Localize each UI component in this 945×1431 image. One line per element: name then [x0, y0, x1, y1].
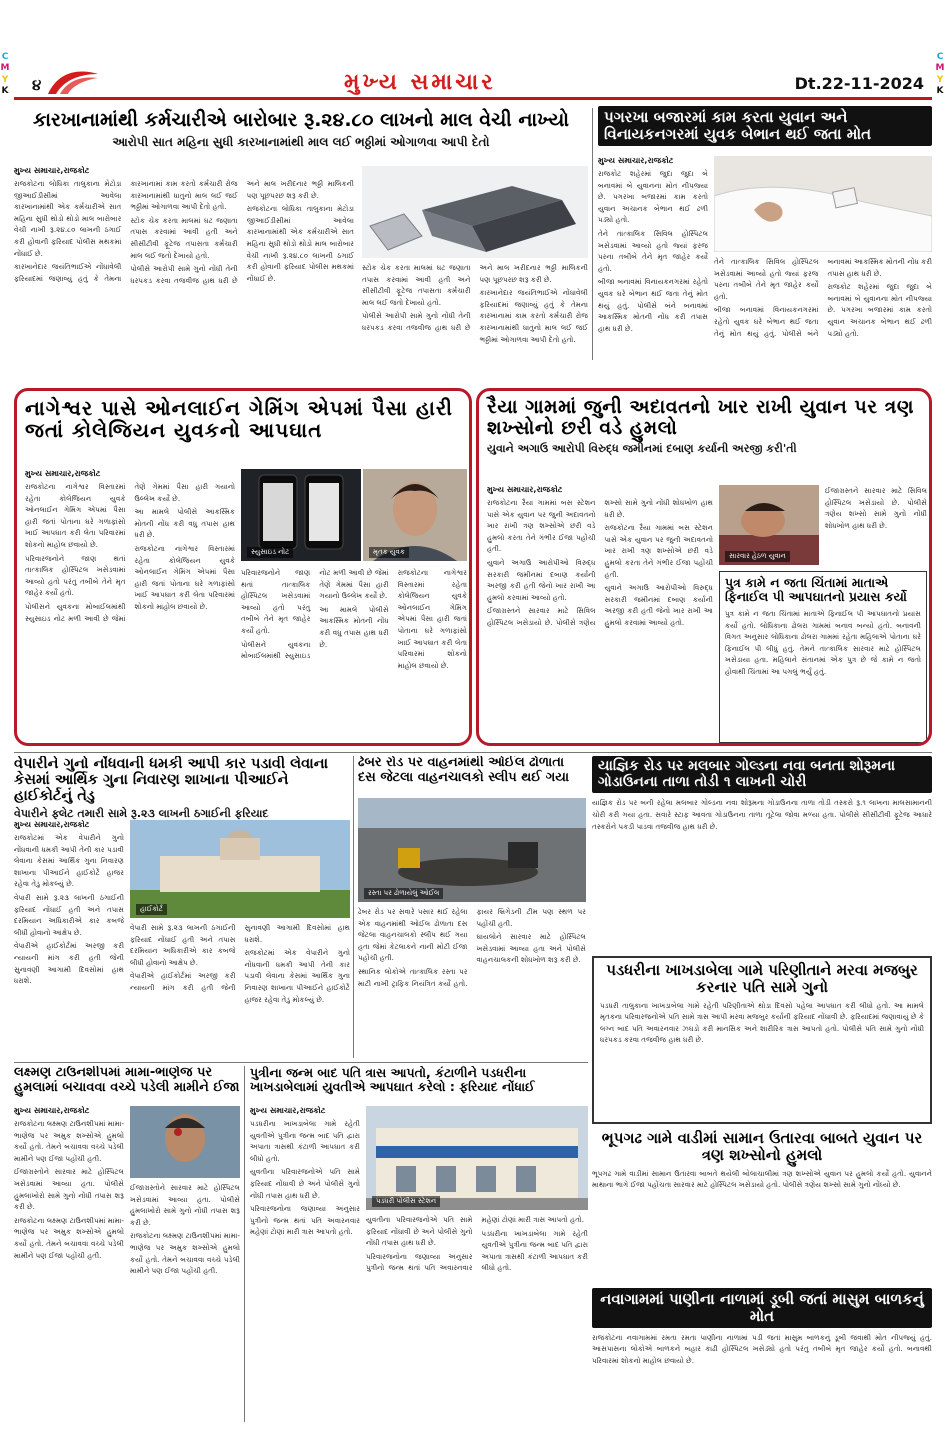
column-divider — [353, 756, 354, 1058]
article-body: રાજકોટમાં એક વેપારીને ગુનો નોંધવાની ધમકી આપી તેની કાર પડાવી લેવાના કેસમાં આર્થિક ગુના નિવારણ શાખાના પીઆઈને હાઈકોર્ટે હાજર રહેવા તેડુ મોકલ્યું છે. વેપારી સામે રૂ.૨૩ લાખની ઠગાઈની ફરિયાદ નોંધાઈ હતી અને તપાસ દરમિયાન અધિકારીએ કાર કબજે લીધી હોવાનો આક્ષેપ છે. વેપારીએ હાઈકોર્ટમાં અરજી કરી ન્યાયની માંગ કરી હતી જેની સુનાવણી આગામી દિવસોમાં હાથ ધરાશે. — [14, 833, 124, 986]
article-body: પુત્ર કામે ન જતા ચિંતામાં માતાએ ફિનાઈલ પી આપઘાતનો પ્રયાસ કર્યો હતો. લોધિકાના ઢોલરા ગામમાં બનાવ બન્યો હતો. બનાવની વિગત અનુસાર લોધિકાના ઢોલરા ગામમાં રહેતા મહિલાએ પોતાના ઘરે ફિનાઈલ પી લીધું હતું. તેમને તાત્કાલિક સારવાર માટે હોસ્પિટલ ખસેડાયા હતા. મહિલાને સંતાનમાં એક પુત્ર છે જે કામે ન જતો હોવાથી ચિંતામાં આ પગલું ભર્યું હતું. — [725, 609, 921, 676]
article-bhupgadh-attack — [592, 1130, 932, 1282]
oil-spill-road-photo — [358, 798, 586, 902]
headline-band — [592, 1288, 932, 1328]
article-khakhdabela-suicide — [250, 1066, 588, 1422]
headline[interactable]: કારખાનામાંથી કર્મચારીએ બારોબાર રૂ.૨૪.૮૦ લાખનો માલ વેચી નાખ્યો — [32, 109, 570, 131]
headline[interactable]: નાગેશ્વર પાસે ઓનલાઈન ગેમિંગ એપમાં પૈસા હારી જતાં કોલેજિયન યુવકનો આપઘાત — [25, 396, 453, 443]
headline[interactable]: પુત્ર કામે ન જતા ચિંતામાં માતાએ ફિનાઈલ પી આપઘાતનો પ્રયાસ કર્યો — [725, 575, 907, 604]
article-raiya-attack — [476, 388, 932, 746]
headline[interactable]: પડધરીના ખાખડાબેલા ગામે પરિણીતાને મરવા મજબુર કરનાર પતિ સામે ગુનો — [606, 961, 918, 996]
article-paddhari-harassment — [592, 956, 932, 1124]
article-gaming-suicide — [14, 388, 472, 746]
article-navagam-drowning — [592, 1288, 932, 1422]
newspaper-logo — [44, 68, 102, 96]
byline: મુખ્ય સમાચાર,રાજકોટ — [14, 820, 90, 829]
section-title: મુખ્ય સમાચાર — [344, 70, 496, 95]
article-body-continued: યુવતીના પરિવારજનોએ પતિ સામે ફરિયાદ નોંધાવી છે અને પોલીસે ગુનો નોંધી તપાસ હાથ ધરી છે. પરિવારજનોના જણાવ્યા અનુસાર પુત્રીનો જન્મ થતાં પતિ અવારનવાર મહેણાં ટોણાં મારી ત્રાસ આપતો હતો. પડધરીના ખાખડાબેલા ગામે રહેતી યુવતીએ પુત્રીના જન્મ બાદ પતિ દ્વારા અપાતા ત્રાસથી કંટાળી આપઘાત કરી લીધો હતો. — [366, 1215, 588, 1273]
article-lakshman-township — [14, 1066, 240, 1422]
headline[interactable]: ભૂપગઢ ગામે વાડીમાં સામાન ઉતારવા બાબતે યુવાન પર ત્રણ શખ્સોનો હુમલો — [601, 1130, 923, 1164]
article-body-continued: સ્ટોક ચેક કરતા માલમાં ઘટ જણાતા તપાસ કરવામાં આવી હતી અને સીસીટીવી ફૂટેજ તપાસતા કર્મચારી માલ લઈ જતો દેખાયો હતો. પોલીસે આરોપી સામે ગુનો નોંધી તેની ધરપકડ કરવા તજવીજ હાથ ધરી છે અને માલ ખરીદનાર ભઠ્ઠી માલિકની પણ પૂછપરછ શરૂ કરી છે. કારખાનેદાર જયંતિભાઈએ નોંધાવેલી ફરિયાદમાં જણાવ્યું હતું કે તેમના કારખાનામાં કામ કરતો કર્મચારી રોજ કારખાનામાંથી ધાતુનો માલ લઈ જઈ ભઠ્ઠીમાં ઓગાળવા આપી દેતો હતો. — [362, 263, 588, 344]
injured-youth-photo — [719, 485, 819, 565]
headline[interactable]: પગરખા બજારમાં કામ કરતા યુવાન અને વિનાયકનગરમાં યુવક બેભાન થઈ જતા મોત — [604, 108, 872, 143]
article-body: રાજકોટના લક્ષ્મણ ટાઉનશીપમાં મામા-ભાણેજ પર અમુક શખ્સોએ હુમલો કર્યો હતો. તેમને બચાવવા વચ્ચે પડેલી મામીને પણ ઈજા પહોંચી હતી. ઈજાગ્રસ્તોને સારવાર માટે હોસ્પિટલ ખસેડવામાં આવ્યા હતા. પોલીસે હુમલાખોરો સામે ગુનો નોંધી તપાસ શરૂ કરી છે. રાજકોટના લક્ષ્મણ ટાઉનશીપમાં મામા-ભાણેજ પર અમુક શખ્સોએ હુમલો કર્યો હતો. તેમને બચાવવા વચ્ચે પડેલી મામીને પણ ઈજા પહોંચી હતી. — [14, 1119, 124, 1260]
article-godown-theft — [592, 756, 932, 952]
byline: મુખ્ય સમાચાર,રાજકોટ — [25, 469, 101, 478]
body-under-sheet-photo — [714, 156, 932, 252]
article-body: રાજકોટના નાગેશ્વર વિસ્તારમાં રહેતા કોલેજિયન યુવકે ઓનલાઈન ગેમિંગ એપમાં પૈસા હારી જતાં પોતાના ઘરે ગળાફાંસો ખાઈ આપઘાત કરી લેતા પરિવારમાં શોકનો માહોલ છવાયો છે. પરિવારજનોને જાણ થતાં તાત્કાલિક હોસ્પિટલ ખસેડવામાં આવ્યો હતો પરંતુ તબીબે તેને મૃત જાહેર કર્યો હતો. પોલીસને યુવકના મોબાઈલમાંથી સ્યુસાઇડ નોટ મળી આવી છે જેમાં તેણે ગેમમાં પૈસા હારી ગયાનો ઉલ્લેખ કર્યો છે. આ મામલે પોલીસે આકસ્મિક મોતની નોંધ કરી વધુ તપાસ હાથ ધરી છે. રાજકોટના નાગેશ્વર વિસ્તારમાં રહેતા કોલેજિયન યુવકે ઓનલાઈન ગેમિંગ એપમાં પૈસા હારી જતાં પોતાના ઘરે ગળાફાંસો ખાઈ આપઘાત કરી લેતા પરિવારમાં શોકનો માહોલ છવાયો છે. — [25, 482, 235, 623]
column-divider — [244, 1066, 245, 1422]
row-divider — [14, 752, 932, 753]
injured-woman-photo — [130, 1106, 240, 1178]
headline[interactable]: લક્ષ્મણ ટાઉનશીપમાં મામા-ભાણેજ પર હુમલામાં બચાવવા વચ્ચે પડેલી મામીને ઈજા — [14, 1066, 240, 1095]
article-body: પડધરી તાલુકાના ખાખડાબેલા ગામે રહેતી પરિણીતાએ થોડા દિવસો પહેલા આપઘાત કરી લીધો હતો. આ મામલે મૃતકના પરિવારજનોએ પતિ સામે ત્રાસ આપી મરવા મજબુર કર્યાની ફરિયાદ નોંધાવી છે. ફરિયાદમાં જણાવાયું છે કે લગ્ન બાદ પતિ અવારનવાર ઝઘડો કરી માનસિક અને શારીરિક ત્રાસ આપતો હતો. પોલીસે પતિ સામે ગુનો નોંધી ધરપકડ કરવા તજવીજ હાથ ધરી છે. — [600, 1000, 924, 1045]
article-body-continued: તેને તાત્કાલિક સિવિલ હોસ્પિટલ ખસેડવામાં આવ્યો હતો જ્યાં ફરજ પરના તબીબે તેને મૃત જાહેર કર્યો હતો. બીજા બનાવમાં વિનાયકનગરમાં રહેતો યુવક ઘરે બેભાન થઈ જતા તેનું મોત થયું હતું. પોલીસે બંને બનાવમાં આકસ્મિક મોતની નોંધ કરી તપાસ હાથ ધરી છે. રાજકોટ શહેરમાં જુદા જુદા બે બનાવમાં બે યુવાનના મોત નીપજ્યા છે. પગરખા બજારમાં કામ કરતો યુવાન અચાનક બેભાન થઈ ઢળી પડ્યો હતો. — [714, 257, 932, 338]
article-body: રાજકોટના લોધિકા તાલુકાના મેટોડા જીઆઈડીસીમાં આવેલા કારખાનામાંથી એક કર્મચારીએ સાત મહિના સુધી થોડો થોડો માલ બારોબાર વેચી નાખી રૂ.૨૪.૮૦ લાખની ઠગાઈ કરી હોવાની ફરિયાદ પોલીસ મથકમાં નોંધાઈ છે. કારખાનેદાર જયંતિભાઈએ નોંધાવેલી ફરિયાદમાં જણાવ્યું હતું કે તેમના કારખાનામાં કામ કરતો કર્મચારી રોજ કારખાનામાંથી ધાતુનો માલ લઈ જઈ ભઠ્ઠીમાં ઓગાળવા આપી દેતો હતો. સ્ટોક ચેક કરતા માલમાં ઘટ જણાતા તપાસ કરવામાં આવી હતી અને સીસીટીવી ફૂટેજ તપાસતા કર્મચારી માલ લઈ જતો દેખાયો હતો. પોલીસે આરોપી સામે ગુનો નોંધી તેની ધરપકડ કરવા તજવીજ હાથ ધરી છે અને માલ ખરીદનાર ભઠ્ઠી માલિકની પણ પૂછપરછ શરૂ કરી છે. રાજકોટના લોધિકા તાલુકાના મેટોડા જીઆઈડીસીમાં આવેલા કારખાનામાંથી એક કર્મચારીએ સાત મહિના સુધી થોડો થોડો માલ બારોબાર વેચી નાખી રૂ.૨૪.૮૦ લાખની ઠગાઈ કરી હોવાની ફરિયાદ પોલીસ મથકમાં નોંધાઈ છે. — [14, 179, 354, 285]
headline[interactable]: ઢેબર રોડ પર વાહનમાંથી ઓઈલ ઢોળાતા દસ જેટલા વાહનચાલકો સ્લીપ થઈ ગયા — [358, 756, 570, 785]
article-body-continued: ઈજાગ્રસ્તોને સારવાર માટે હોસ્પિટલ ખસેડવામાં આવ્યા હતા. પોલીસે હુમલાખોરો સામે ગુનો નોંધી તપાસ શરૂ કરી છે. રાજકોટના લક્ષ્મણ ટાઉનશીપમાં મામા-ભાણેજ પર અમુક શખ્સોએ હુમલો કર્યો હતો. તેમને બચાવવા વચ્ચે પડેલી મામીને પણ ઈજા પહોંચી હતી. — [130, 1183, 240, 1276]
headline[interactable]: નવાગામમાં પાણીના નાળામાં ડૂબી જતાં માસુમ બાળકનું મોત — [600, 1290, 924, 1325]
deceased-portrait-photo — [363, 469, 467, 561]
article-body: રાજકોટના રૈયા ગામમાં બસ સ્ટેશન પાસે એક યુવાન પર જુની અદાવતનો ખાર રાખી ત્રણ શખ્સોએ છરી વડે હુમલો કરતા તેને ગંભીર ઈજા પહોંચી હતી. યુવાને અગાઉ આરોપીઓ વિરુદ્ધ સરકારી જમીનમાં દબાણ કર્યાની અરજી કરી હતી જેનો ખાર રાખી આ હુમલો કરવામાં આવ્યો હતો. ઈજાગ્રસ્તને સારવાર માટે સિવિલ હોસ્પિટલ ખસેડાયો છે. પોલીસે ત્રણેય શખ્સો સામે ગુનો નોંધી શોધખોળ હાથ ધરી છે. રાજકોટના રૈયા ગામમાં બસ સ્ટેશન પાસે એક યુવાન પર જુની અદાવતનો ખાર રાખી ત્રણ શખ્સોએ છરી વડે હુમલો કરતા તેને ગંભીર ઈજા પહોંચી હતી. યુવાને અગાઉ આરોપીઓ વિરુદ્ધ સરકારી જમીનમાં દબાણ કર્યાની અરજી કરી હતી જેનો ખાર રાખી આ હુમલો કરવામાં આવ્યો હતો. — [487, 498, 713, 627]
headline-band — [598, 106, 932, 146]
photo-caption: પડધરી પોલીસ સ્ટેશન — [372, 1196, 440, 1207]
photo-caption: મૃતક યુવક — [369, 547, 409, 558]
article-body: ભૂપગઢ ગામે વાડીમાં સામાન ઉતારવા બાબતે થયેલી બોલાચાલીમાં ત્રણ શખ્સોએ યુવાન પર હુમલો કર્યો હતો. યુવાનને માથાના ભાગે ઈજા પહોંચતા સારવાર માટે હોસ્પિટલ ખસેડાયો હતો. પોલીસે ત્રણેય શખ્સો સામે ગુનો નોંધ્યો છે. — [592, 1168, 932, 1190]
photo-caption: રસ્તા પર ઢોળાયેલું ઓઈલ — [364, 888, 443, 899]
article-body: રાજકોટના નવાગામમાં રમતા રમતા પાણીના નાળામાં પડી જતાં માસુમ બાળકનું ડૂબી જવાથી મોત નીપજ્યું હતું. આસપાસના લોકોએ બાળકને બહાર કાઢી હોસ્પિટલ ખસેડ્યો હતો પરંતુ તબીબે મૃત જાહેર કર્યો હતો. બનાવથી પરિવારમાં શોકનો માહોલ છવાયો છે. — [592, 1332, 932, 1365]
byline: મુખ્ય સમાચાર,રાજકોટ — [14, 1106, 90, 1115]
photo-caption: સારવાર હેઠળ યુવાન — [725, 551, 790, 562]
metal-ingots-photo — [362, 166, 588, 258]
headline[interactable]: રૈયા ગામમાં જુની અદાવતનો ખાર રાખી યુવાન પર ત્રણ શખ્સોનો છરી વડે હુમલો — [487, 396, 914, 440]
article-body-side: ઈજાગ્રસ્તને સારવાર માટે સિવિલ હોસ્પિટલ ખસેડાયો છે. પોલીસે ત્રણેય શખ્સો સામે ગુનો નોંધી શોધખોળ હાથ ધરી છે. — [825, 486, 927, 530]
photo-caption: હાઈકોર્ટ — [136, 904, 167, 915]
article-body: રાજકોટ શહેરમાં જુદા જુદા બે બનાવમાં બે યુવાનના મોત નીપજ્યા છે. પગરખા બજારમાં કામ કરતો યુવાન અચાનક બેભાન થઈ ઢળી પડ્યો હતો. તેને તાત્કાલિક સિવિલ હોસ્પિટલ ખસેડવામાં આવ્યો હતો જ્યાં ફરજ પરના તબીબે તેને મૃત જાહેર કર્યો હતો. બીજા બનાવમાં વિનાયકનગરમાં રહેતો યુવક ઘરે બેભાન થઈ જતા તેનું મોત થયું હતું. પોલીસે બંને બનાવમાં આકસ્મિક મોતની નોંધ કરી તપાસ હાથ ધરી છે. — [598, 169, 708, 333]
subheadline: વેપારીને ફ્લેટ તમારી સામે રૂ.૨૩ લાખની ઠગાઈની ફરિયાદ — [14, 806, 269, 820]
article-body: ઢેબર રોડ પર સવારે પસાર થઈ રહેલા એક વાહનમાંથી ઓઈલ ઢોળાતા દસ જેટલા વાહનચાલકો સ્લીપ થઈ ગયા હતા જેમાં કેટલાકને નાની મોટી ઈજા પહોંચી હતી. સ્થાનિક લોકોએ તાત્કાલિક રસ્તા પર માટી નાખી ટ્રાફિક નિયંત્રિત કર્યો હતો. ફાયર બ્રિગેડની ટીમ પણ સ્થળ પર પહોંચી હતી. ઘાયલોને સારવાર માટે હોસ્પિટલ ખસેડવામાં આવ્યા હતા અને પોલીસે વાહનચાલકની શોધખોળ શરૂ કરી છે. — [358, 907, 586, 988]
police-station-photo — [366, 1106, 588, 1210]
subheadline: આરોપી સાત મહિના સુધી કારખાનામાંથી માલ લઈ ભઠ્ઠીમાં ઓગાળવા આપી દેતો — [112, 135, 490, 150]
headline[interactable]: પુત્રીના જન્મ બાદ પતિ ત્રાસ આપતો, કંટાળીને પડધરીના ખાખડાબેલામાં યુવતીએ આપઘાત કરેલો : ફરિયાદ નોંધાઈ — [250, 1066, 535, 1094]
row-divider — [14, 1062, 588, 1063]
page-header — [14, 68, 932, 100]
article-mother-attempt — [719, 571, 927, 743]
article-market-death — [598, 106, 932, 362]
headline[interactable]: યાજ્ઞિક રોડ પર મલબાર ગોલ્ડના નવા બનતા શોરૂમના ગોડાઉનના તાળા તોડી ૧ લાખની ચોરી — [598, 758, 895, 790]
headline-band — [592, 756, 932, 793]
column-divider — [592, 108, 593, 360]
high-court-photo — [130, 820, 350, 918]
article-oil-spill — [358, 756, 586, 1058]
article-body: પડધરીના ખાખડાબેલા ગામે રહેતી યુવતીએ પુત્રીના જન્મ બાદ પતિ દ્વારા અપાતા ત્રાસથી કંટાળી આપઘાત કરી લીધો હતો. યુવતીના પરિવારજનોએ પતિ સામે ફરિયાદ નોંધાવી છે અને પોલીસે ગુનો નોંધી તપાસ હાથ ધરી છે. પરિવારજનોના જણાવ્યા અનુસાર પુત્રીનો જન્મ થતાં પતિ અવારનવાર મહેણાં ટોણાં મારી ત્રાસ આપતો હતો. — [250, 1119, 360, 1237]
article-body: યાજ્ઞિક રોડ પર બની રહેલા મલબાર ગોલ્ડના નવા શોરૂમના ગોડાઉનના તાળા તોડી તસ્કરો રૂ.૧ લાખના માલસામાનની ચોરી કરી ગયા હતા. સવારે સ્ટાફ આવતા ગોડાઉનના તાળા તૂટેલા જોવા મળ્યા હતા. પોલીસે સીસીટીવી ફૂટેજ આધારે તસ્કરોને પકડી પાડવા તજવીજ હાથ ધરી છે. — [592, 798, 932, 831]
page-date: Dt.22-11-2024 — [794, 74, 924, 93]
page-number: ૪ — [32, 76, 42, 94]
byline: મુખ્ય સમાચાર,રાજકોટ — [598, 156, 674, 165]
photo-caption: સ્યુસાઇડ નોટ — [247, 547, 293, 558]
article-body-continued: વેપારી સામે રૂ.૨૩ લાખની ઠગાઈની ફરિયાદ નોંધાઈ હતી અને તપાસ દરમિયાન અધિકારીએ કાર કબજે લીધી હોવાનો આક્ષેપ છે. વેપારીએ હાઈકોર્ટમાં અરજી કરી ન્યાયની માંગ કરી હતી જેની સુનાવણી આગામી દિવસોમાં હાથ ધરાશે. રાજકોટમાં એક વેપારીને ગુનો નોંધવાની ધમકી આપી તેની કાર પડાવી લેવાના કેસમાં આર્થિક ગુના નિવારણ શાખાના પીઆઈને હાઈકોર્ટે હાજર રહેવા તેડુ મોકલ્યું છે. — [130, 923, 350, 1004]
byline: મુખ્ય સમાચાર,રાજકોટ — [487, 485, 563, 494]
registration-marks-right: C M Y K — [935, 52, 945, 96]
article-trader-threat — [14, 756, 350, 1058]
byline: મુખ્ય સમાચાર,રાજકોટ — [14, 166, 90, 175]
headline[interactable]: વેપારીને ગુનો નોંધવાની ધમકી આપી કાર પડાવી લેવાના કેસમાં આર્થિક ગુના નિવારણ શાખાના પીઆઈને હાઈકોર્ટનું તેડુ — [14, 756, 329, 805]
byline: મુખ્ય સમાચાર,રાજકોટ — [250, 1106, 326, 1115]
suicide-note-phone-photo — [241, 469, 361, 561]
subheadline: યુવાને અગાઉ આરોપી વિરુદ્ધ જમીનમાં દબાણ કર્યાની અરજી કરી'તી — [487, 441, 797, 455]
registration-marks-left: C M Y K — [0, 52, 10, 96]
article-factory-theft — [14, 108, 588, 360]
article-body-continued: પરિવારજનોને જાણ થતાં તાત્કાલિક હોસ્પિટલ ખસેડવામાં આવ્યો હતો પરંતુ તબીબે તેને મૃત જાહેર કર્યો હતો. પોલીસને યુવકના મોબાઈલમાંથી સ્યુસાઇડ નોટ મળી આવી છે જેમાં તેણે ગેમમાં પૈસા હારી ગયાનો ઉલ્લેખ કર્યો છે. આ મામલે પોલીસે આકસ્મિક મોતની નોંધ કરી વધુ તપાસ હાથ ધરી છે. રાજકોટના નાગેશ્વર વિસ્તારમાં રહેતા કોલેજિયન યુવકે ઓનલાઈન ગેમિંગ એપમાં પૈસા હારી જતાં પોતાના ઘરે ગળાફાંસો ખાઈ આપઘાત કરી લેતા પરિવારમાં શોકનો માહોલ છવાયો છે. — [241, 568, 467, 670]
